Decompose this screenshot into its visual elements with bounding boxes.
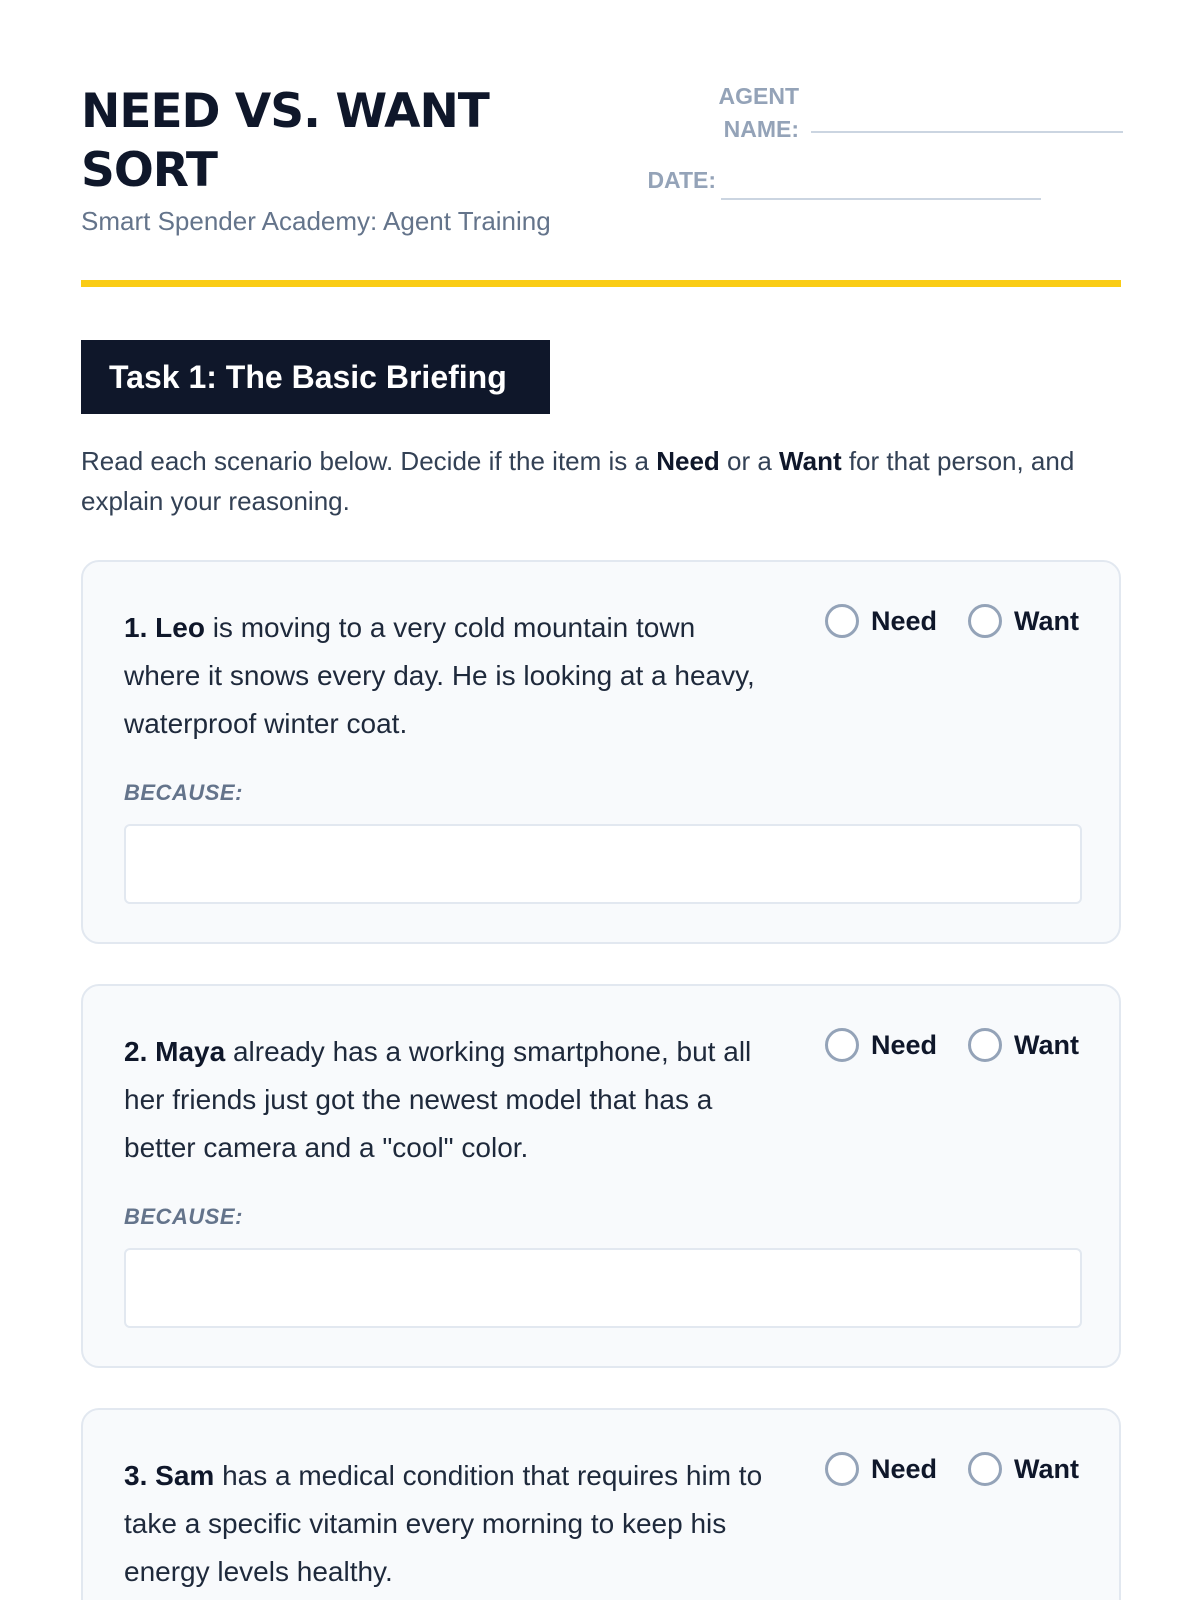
because-answer-box[interactable] [124, 824, 1082, 904]
need-label: Need [871, 605, 938, 636]
need-radio-button[interactable] [825, 604, 859, 638]
want-radio-option[interactable] [968, 1028, 1079, 1062]
worksheet-page [81, 0, 1121, 1587]
scenario-text: 2. Maya already has a working smartphone, but all her friends just got the newest model that has a better camera and a "cool" color. [124, 1036, 752, 1163]
scenario-card [81, 984, 1121, 1368]
scenario-number: 2. [124, 1036, 148, 1067]
need-radio-button[interactable] [825, 1452, 859, 1486]
worksheet-header [81, 0, 1121, 287]
want-radio-button[interactable] [968, 1452, 1002, 1486]
scenario-name: Sam [155, 1460, 215, 1491]
task-banner: Task 1: The Basic Briefing [81, 340, 550, 414]
want-label: Want [1014, 1453, 1079, 1484]
because-answer-box[interactable] [124, 1248, 1082, 1328]
scenario-text: 1. Leo is moving to a very cold mountain town where it snows every day. He is looking at a heavy, waterproof winter coat. [124, 612, 755, 739]
date-label: DATE: [647, 167, 716, 193]
scenario-card [81, 560, 1121, 944]
scenario-name: Leo [155, 612, 205, 643]
because-label: BECAUSE: [124, 1204, 243, 1229]
worksheet-subtitle: Smart Spender Academy: Agent Training [81, 206, 551, 236]
agent-name-field[interactable] [811, 131, 1123, 133]
scenario-text: 3. Sam has a medical condition that requires him to take a specific vitamin every morning to keep his energy levels healthy. [124, 1460, 763, 1587]
scenario-card [81, 1408, 1121, 1600]
date-field[interactable] [721, 198, 1041, 200]
want-radio-option[interactable] [968, 1452, 1079, 1486]
task-instructions: Read each scenario below. Decide if the item is a Need or a Want for that person, and explain your reasoning. [81, 446, 1075, 516]
need-label: Need [871, 1453, 938, 1484]
want-radio-button[interactable] [968, 604, 1002, 638]
scenario-name: Maya [155, 1036, 226, 1067]
need-radio-option[interactable] [825, 604, 937, 638]
need-label: Need [871, 1029, 938, 1060]
need-radio-option[interactable] [825, 1028, 937, 1062]
scenario-number: 1. [124, 612, 148, 643]
need-keyword: Need [656, 446, 720, 476]
header-divider [81, 280, 1121, 287]
need-radio-option[interactable] [825, 1452, 937, 1486]
want-label: Want [1014, 605, 1079, 636]
agent-name-label: AGENT NAME: [718, 83, 799, 142]
want-keyword: Want [779, 446, 842, 476]
because-label: BECAUSE: [124, 780, 243, 805]
worksheet-title: NEED VS. WANT SORT [81, 84, 489, 198]
want-radio-button[interactable] [968, 1028, 1002, 1062]
need-radio-button[interactable] [825, 1028, 859, 1062]
want-radio-option[interactable] [968, 604, 1079, 638]
want-label: Want [1014, 1029, 1079, 1060]
scenario-number: 3. [124, 1460, 148, 1491]
